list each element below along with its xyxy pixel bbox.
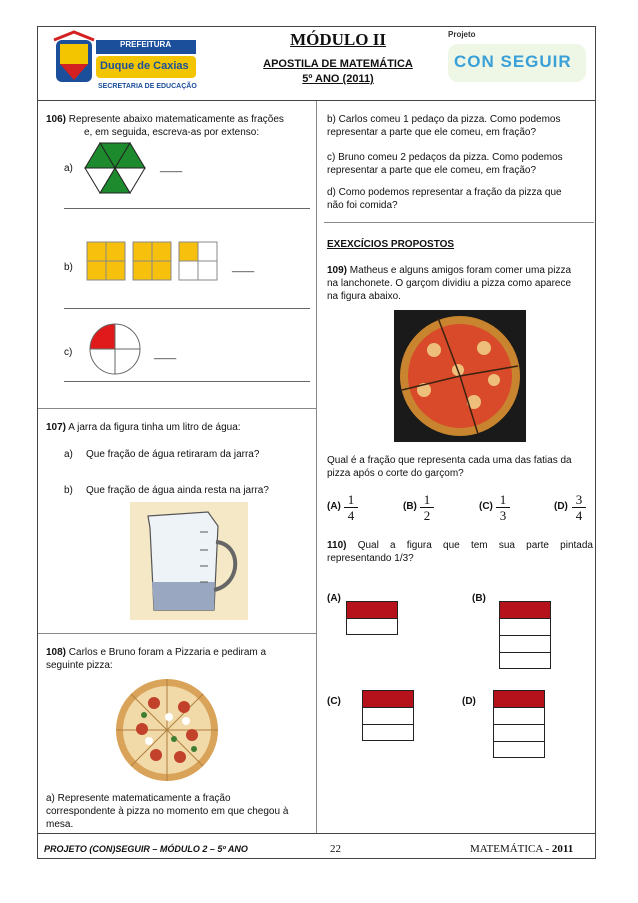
q110-d-empty-part: [494, 742, 544, 757]
q110-b-filled-part: [500, 602, 550, 619]
q109-a-den: 4: [347, 508, 355, 523]
q106-b-blank[interactable]: ____: [232, 262, 255, 273]
q106-b-label: b): [64, 262, 73, 273]
q108-line1: Carlos e Bruno foram a Pizzaria e pediram a: [68, 647, 267, 658]
q108-line2: seguinte pizza:: [46, 660, 113, 671]
q110-b-empty-part: [500, 636, 550, 653]
q109-b-den: 2: [423, 508, 431, 523]
apostila-title: APOSTILA DE MATEMÁTICA: [263, 58, 413, 70]
q108-d-line2: não foi comida?: [327, 200, 398, 211]
q110-option-d-label[interactable]: (D): [462, 696, 476, 707]
q107-b-label: b): [64, 485, 73, 496]
q110-option-b-label[interactable]: (B): [472, 593, 486, 604]
module-title: MÓDULO II: [290, 30, 386, 49]
hexagon-fraction: [84, 141, 146, 195]
q109-d-den: 4: [575, 508, 583, 523]
q110-text: [327, 539, 593, 552]
logo-conseguir-big: CON SEGUIR: [454, 52, 572, 71]
q106-line2: e, em seguida, escreva-as por extenso:: [84, 127, 260, 138]
q110-d-filled-part: [494, 691, 544, 708]
q109-option-d-fraction[interactable]: [572, 492, 586, 523]
q106-a-label: a): [64, 163, 73, 174]
section-title: EXEXCÍCIOS PROPOSTOS: [327, 239, 455, 250]
footer-left: PROJETO (CON)SEGUIR – MÓDULO 2 – 5º ANO: [44, 844, 248, 854]
q108-d-line1: d) Como podemos representar a fração da pizza que: [327, 187, 562, 198]
q108-c-line1: c) Bruno comeu 2 pedaços da pizza. Como podemos: [327, 152, 563, 163]
q109-a-num: 1: [344, 492, 358, 508]
q106-c-blank[interactable]: ____: [154, 349, 177, 360]
column-divider: [316, 101, 317, 833]
q110-option-c-figure[interactable]: [362, 690, 414, 741]
q107-text: [46, 421, 241, 434]
q106-a-blank[interactable]: ____: [160, 162, 183, 173]
q109-option-b-fraction[interactable]: [420, 492, 434, 523]
q108-a-line3: mesa.: [46, 819, 74, 830]
logo-conseguir-small: Projeto: [448, 30, 476, 39]
q109-b-num: 1: [420, 492, 434, 508]
pizza-4-slices-image: [394, 310, 526, 442]
q107-b-text: Que fração de água ainda resta na jarra?: [86, 485, 269, 496]
divider-right-top: [324, 222, 594, 223]
q110-a-empty-part: [347, 619, 397, 635]
q110-line2: representando 1/3?: [327, 553, 414, 564]
q110-c-empty-part: [363, 708, 413, 725]
q110-d-empty-part: [494, 708, 544, 725]
q106-text: [46, 113, 311, 126]
divider-106-107: [38, 408, 316, 409]
q106-number: 106): [46, 114, 67, 125]
q109-option-d-label[interactable]: (D): [554, 501, 568, 512]
q110-option-c-label[interactable]: (C): [327, 696, 341, 707]
q107-a-label: a): [64, 449, 73, 460]
q110-option-b-figure[interactable]: [499, 601, 551, 669]
q107-line: A jarra da figura tinha um litro de água:: [68, 422, 241, 433]
page-number: 22: [330, 843, 341, 855]
q109-line3: na figura abaixo.: [327, 291, 401, 302]
q109-option-a-label[interactable]: (A): [327, 501, 341, 512]
divider-footer: [38, 833, 595, 834]
q108-c-line2: representar a parte que ele comeu, em fração?: [327, 165, 537, 176]
q110-b-empty-part: [500, 619, 550, 636]
q110-c-filled-part: [363, 691, 413, 708]
q108-b-line2: representar a parte que ele comeu, em fração?: [327, 127, 537, 138]
q110-b-empty-part: [500, 653, 550, 669]
q110-a-filled-part: [347, 602, 397, 619]
grade-label: 5º ANO (2011): [302, 73, 374, 85]
footer-subject: MATEMÁTICA -: [470, 843, 550, 855]
logo-prefeitura: [52, 30, 202, 96]
q109-number: 109): [327, 265, 348, 276]
circle-fraction: [88, 322, 142, 376]
q110-d-empty-part: [494, 725, 544, 742]
q109-option-c-fraction[interactable]: [496, 492, 510, 523]
q106-a-answer-line[interactable]: [64, 208, 310, 209]
divider-107-108: [38, 633, 316, 634]
q106-c-label: c): [64, 347, 73, 358]
q109-question-line1: Qual é a fração que representa cada uma das fatias da: [327, 455, 572, 466]
logo-conseguir: [448, 30, 588, 90]
logo-line2: Duque de Caxias: [100, 60, 189, 72]
q110-option-a-label[interactable]: (A): [327, 593, 341, 604]
footer-right: [470, 843, 573, 855]
q110-option-a-figure[interactable]: [346, 601, 398, 635]
q109-text: [327, 264, 571, 277]
q106-b-answer-line[interactable]: [64, 308, 310, 309]
q110-line1: Qual a figura que tem sua parte pintada: [357, 540, 593, 551]
q108-number: 108): [46, 647, 67, 658]
logo-line1: PREFEITURA: [120, 40, 172, 49]
q109-c-num: 1: [496, 492, 510, 508]
logo-line3: SECRETARIA DE EDUCAÇÃO: [98, 83, 197, 90]
q109-question-line2: pizza após o corte do garçom?: [327, 468, 464, 479]
water-jar-image: [130, 502, 248, 620]
q108-b-line1: b) Carlos comeu 1 pedaço da pizza. Como podemos: [327, 114, 561, 125]
q108-a-line1: a) Represente matematicamente a fração: [46, 793, 231, 804]
q107-a-text: Que fração de água retiraram da jarra?: [86, 449, 260, 460]
q109-line1: Matheus e alguns amigos foram comer uma pizza: [349, 265, 572, 276]
pizza-8-slices-image: [114, 677, 220, 783]
q107-number: 107): [46, 422, 67, 433]
q110-c-empty-part: [363, 725, 413, 740]
q109-option-b-label[interactable]: (B): [403, 501, 417, 512]
header-title-block: [238, 30, 438, 85]
q106-c-answer-line[interactable]: [64, 381, 310, 382]
q109-c-den: 3: [499, 508, 507, 523]
q110-option-d-figure[interactable]: [493, 690, 545, 758]
q109-line2: na lanchonete. O garçom dividiu a pizza como aparece: [327, 278, 572, 289]
q110-number: 110): [327, 540, 347, 551]
q106-line1: Represente abaixo matematicamente as frações: [68, 114, 284, 125]
q109-d-num: 3: [572, 492, 586, 508]
q109-option-c-label[interactable]: (C): [479, 501, 493, 512]
q108-a-line2: correspondente à pizza no momento em que chegou à: [46, 806, 289, 817]
squares-fraction: [86, 241, 220, 282]
footer-year: 2011: [551, 843, 574, 855]
q109-option-a-fraction[interactable]: [344, 492, 358, 523]
q108-text: [46, 646, 311, 659]
